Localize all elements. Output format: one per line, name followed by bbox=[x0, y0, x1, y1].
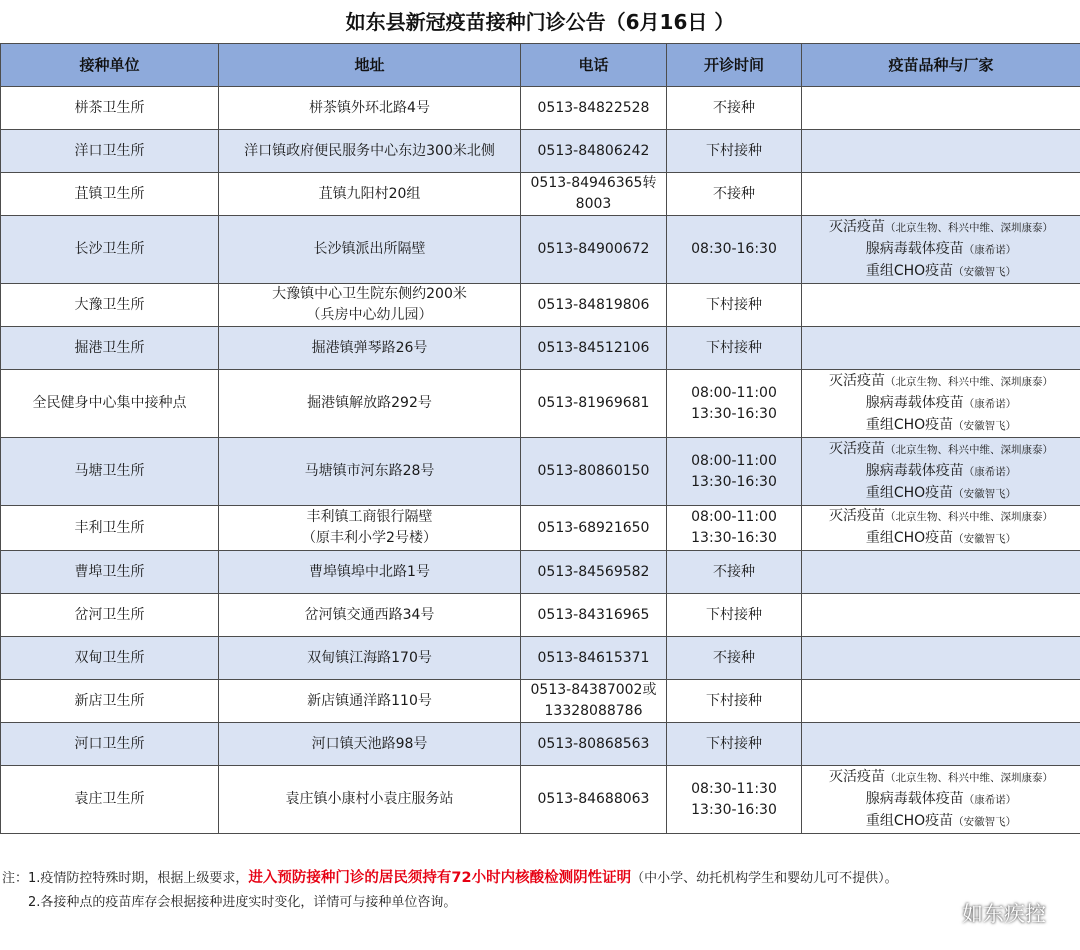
address-cell bbox=[219, 680, 521, 723]
phone-cell bbox=[521, 216, 667, 284]
phone-cell bbox=[521, 637, 667, 680]
note-1-highlight: 进入预防接种门诊的居民须持有72小时内核酸检测阴性证明 bbox=[248, 870, 632, 886]
vaccine-maker: （安徽智飞） bbox=[953, 533, 1017, 545]
hours-cell bbox=[667, 173, 802, 216]
hours-cell-line: 不接种 bbox=[713, 649, 755, 666]
vaccine-entry bbox=[804, 439, 1078, 461]
note-line-2: 2.各接种点的疫苗库存会根据接种进度实时变化，详情可与接种单位咨询。 bbox=[28, 895, 457, 910]
hours-cell-line: 08:00-11:00 bbox=[691, 384, 777, 401]
hours-cell-line: 不接种 bbox=[713, 99, 755, 116]
table-row bbox=[1, 130, 1080, 173]
hours-cell-line: 下村接种 bbox=[706, 606, 762, 623]
table-row bbox=[1, 551, 1080, 594]
address-cell bbox=[219, 327, 521, 370]
phone-cell-line: 0513-84512106 bbox=[537, 339, 650, 356]
address-cell-line: 大豫镇中心卫生院东侧约200米 bbox=[272, 286, 467, 302]
vaccine-maker: （北京生物、科兴中维、深圳康泰） bbox=[885, 771, 1053, 784]
vaccine-maker: （安徽智飞） bbox=[953, 487, 1017, 500]
address-cell bbox=[219, 723, 521, 766]
hours-cell-line: 13:30-16:30 bbox=[691, 405, 777, 422]
table-body bbox=[1, 87, 1080, 834]
table-row bbox=[1, 87, 1080, 130]
phone-cell bbox=[521, 594, 667, 637]
table-row bbox=[1, 766, 1080, 834]
address-cell bbox=[219, 370, 521, 438]
vaccine-entry bbox=[804, 415, 1078, 437]
hours-cell-line: 下村接种 bbox=[706, 142, 762, 159]
phone-cell-line: 0513-84569582 bbox=[537, 563, 650, 580]
unit-cell: 马塘卫生所 bbox=[1, 438, 219, 506]
table-row bbox=[1, 327, 1080, 370]
note-1-prefix: 注：1.疫情防控特殊时期，根据上级要求， bbox=[2, 871, 249, 886]
phone-cell-line: 0513-84806242 bbox=[537, 142, 650, 159]
vaccines-cell bbox=[802, 766, 1080, 834]
vaccine-maker: （康希诺） bbox=[963, 465, 1017, 478]
vaccine-name: 重组CHO疫苗 bbox=[865, 416, 954, 433]
phone-cell-line: 0513-84822528 bbox=[537, 99, 650, 116]
vaccine-entry bbox=[804, 767, 1078, 789]
vaccines-cell bbox=[802, 284, 1080, 327]
hours-cell bbox=[667, 551, 802, 594]
vaccine-entry bbox=[804, 506, 1078, 528]
hours-cell-line: 下村接种 bbox=[706, 296, 762, 313]
phone-cell bbox=[521, 680, 667, 723]
phone-cell bbox=[521, 284, 667, 327]
unit-cell: 河口卫生所 bbox=[1, 723, 219, 766]
note-1-suffix: （中小学、幼托机构学生和婴幼儿可不提供）。 bbox=[631, 871, 898, 886]
unit-cell: 岔河卫生所 bbox=[1, 594, 219, 637]
unit-cell: 苴镇卫生所 bbox=[1, 173, 219, 216]
address-cell bbox=[219, 284, 521, 327]
address-cell-line: 马塘镇市河东路28号 bbox=[304, 463, 435, 479]
phone-cell-line: 8003 bbox=[575, 196, 612, 212]
wechat-icon bbox=[924, 900, 954, 926]
unit-cell: 大豫卫生所 bbox=[1, 284, 219, 327]
hours-cell-line: 下村接种 bbox=[706, 735, 762, 752]
vaccines-cell bbox=[802, 723, 1080, 766]
vaccines-cell bbox=[802, 551, 1080, 594]
address-cell bbox=[219, 506, 521, 551]
vaccines-cell bbox=[802, 173, 1080, 216]
watermark bbox=[924, 898, 1046, 928]
vaccine-maker: （康希诺） bbox=[963, 243, 1017, 256]
page-title: 如东县新冠疫苗接种门诊公告（6月16日 ） bbox=[345, 10, 735, 34]
unit-cell: 洋口卫生所 bbox=[1, 130, 219, 173]
vaccine-maker: （安徽智飞） bbox=[953, 815, 1017, 828]
address-cell-line: 新店镇通洋路110号 bbox=[307, 692, 432, 709]
vaccine-name: 重组CHO疫苗 bbox=[865, 484, 954, 501]
vaccines-cell bbox=[802, 130, 1080, 173]
hours-cell bbox=[667, 438, 802, 506]
vaccine-entry bbox=[804, 261, 1078, 283]
phone-cell bbox=[521, 327, 667, 370]
phone-cell-line: 0513-84316965 bbox=[537, 606, 650, 623]
vaccine-name: 灭活疫苗 bbox=[829, 768, 885, 785]
hours-cell-line: 13:30-16:30 bbox=[691, 473, 777, 490]
vaccine-name: 灭活疫苗 bbox=[829, 372, 885, 389]
vaccine-maker: （北京生物、科兴中维、深圳康泰） bbox=[885, 375, 1053, 388]
vaccine-name: 腺病毒载体疫苗 bbox=[865, 394, 964, 411]
phone-cell bbox=[521, 173, 667, 216]
vaccines-cell bbox=[802, 680, 1080, 723]
unit-cell: 栟茶卫生所 bbox=[1, 87, 219, 130]
phone-cell-line: 0513-81969681 bbox=[537, 395, 650, 411]
vaccine-name: 腺病毒载体疫苗 bbox=[865, 462, 964, 479]
vaccine-maker: （北京生物、科兴中维、深圳康泰） bbox=[885, 511, 1053, 523]
table-row bbox=[1, 637, 1080, 680]
address-cell-line: 双甸镇江海路170号 bbox=[307, 649, 432, 666]
unit-cell: 袁庄卫生所 bbox=[1, 766, 219, 834]
phone-cell-line: 0513-84946365转 bbox=[530, 175, 657, 191]
address-cell-line: 岔河镇交通西路34号 bbox=[304, 606, 435, 623]
vaccines-cell bbox=[802, 87, 1080, 130]
table-row bbox=[1, 370, 1080, 438]
address-cell-line: 丰利镇工商银行隔壁 bbox=[306, 509, 433, 525]
address-cell-line: 长沙镇派出所隔壁 bbox=[313, 241, 426, 257]
vaccines-cell bbox=[802, 370, 1080, 438]
hours-cell bbox=[667, 284, 802, 327]
address-cell bbox=[219, 438, 521, 506]
vaccine-name: 重组CHO疫苗 bbox=[865, 262, 954, 279]
address-cell-line: 洋口镇政府便民服务中心东边300米北侧 bbox=[244, 142, 495, 159]
hours-cell-line: 下村接种 bbox=[706, 339, 762, 356]
vaccine-maker: （康希诺） bbox=[963, 793, 1017, 806]
hours-cell bbox=[667, 506, 802, 551]
hours-cell-line: 13:30-16:30 bbox=[691, 530, 777, 546]
phone-cell-line: 0513-84387002或 bbox=[530, 682, 657, 698]
header-phone: 电话 bbox=[521, 44, 667, 87]
hours-cell bbox=[667, 766, 802, 834]
vaccine-maker: （安徽智飞） bbox=[953, 419, 1017, 432]
hours-cell-line: 08:00-11:00 bbox=[691, 452, 777, 469]
phone-cell-line: 0513-84819806 bbox=[537, 296, 650, 313]
unit-cell: 全民健身中心集中接种点 bbox=[1, 370, 219, 438]
table-row bbox=[1, 506, 1080, 551]
unit-cell: 丰利卫生所 bbox=[1, 506, 219, 551]
header-address: 地址 bbox=[219, 44, 521, 87]
address-cell bbox=[219, 551, 521, 594]
header-vaccines: 疫苗品种与厂家 bbox=[802, 44, 1080, 87]
table-row bbox=[1, 216, 1080, 284]
address-cell-line: 掘港镇解放路292号 bbox=[307, 395, 432, 411]
address-cell bbox=[219, 173, 521, 216]
address-cell-line: 袁庄镇小康村小袁庄服务站 bbox=[285, 791, 454, 807]
phone-cell bbox=[521, 551, 667, 594]
hours-cell-line: 08:00-11:00 bbox=[691, 509, 777, 525]
phone-cell bbox=[521, 766, 667, 834]
vaccine-entry bbox=[804, 811, 1078, 833]
phone-cell bbox=[521, 130, 667, 173]
table-row bbox=[1, 173, 1080, 216]
address-cell-line: 河口镇天池路98号 bbox=[311, 735, 428, 752]
phone-cell-line: 0513-80860150 bbox=[537, 463, 650, 479]
hours-cell-line: 不接种 bbox=[713, 185, 755, 202]
hours-cell bbox=[667, 130, 802, 173]
hours-cell-line: 08:30-11:30 bbox=[691, 780, 777, 797]
hours-cell bbox=[667, 327, 802, 370]
phone-cell bbox=[521, 723, 667, 766]
phone-cell bbox=[521, 87, 667, 130]
address-cell-line: 曹埠镇埠中北路1号 bbox=[309, 563, 430, 580]
hours-cell bbox=[667, 723, 802, 766]
vaccines-cell bbox=[802, 637, 1080, 680]
note-line-1 bbox=[2, 866, 1078, 891]
address-cell bbox=[219, 766, 521, 834]
address-cell bbox=[219, 87, 521, 130]
phone-cell-line: 0513-84688063 bbox=[537, 791, 650, 807]
vaccine-entry bbox=[804, 239, 1078, 261]
phone-cell-line: 0513-84900672 bbox=[537, 241, 650, 257]
address-cell-line: （原丰利小学2号楼） bbox=[302, 530, 437, 546]
vaccine-entry bbox=[804, 461, 1078, 483]
phone-cell-line: 0513-68921650 bbox=[537, 519, 650, 536]
vaccine-entry bbox=[804, 217, 1078, 239]
vaccine-maker: （康希诺） bbox=[963, 397, 1017, 410]
vaccine-name: 灭活疫苗 bbox=[829, 440, 885, 457]
vaccine-entry bbox=[804, 528, 1078, 550]
table-row bbox=[1, 438, 1080, 506]
hours-cell-line: 下村接种 bbox=[706, 692, 762, 709]
hours-cell bbox=[667, 594, 802, 637]
unit-cell: 曹埠卫生所 bbox=[1, 551, 219, 594]
unit-cell: 新店卫生所 bbox=[1, 680, 219, 723]
header-hours: 开诊时间 bbox=[667, 44, 802, 87]
hours-cell-line: 不接种 bbox=[713, 563, 755, 580]
address-cell bbox=[219, 130, 521, 173]
vaccine-entry bbox=[804, 483, 1078, 505]
watermark-text: 如东疾控 bbox=[962, 902, 1046, 926]
table-row bbox=[1, 723, 1080, 766]
table-row bbox=[1, 680, 1080, 723]
unit-cell: 掘港卫生所 bbox=[1, 327, 219, 370]
vaccine-name: 重组CHO疫苗 bbox=[865, 812, 954, 829]
hours-cell bbox=[667, 216, 802, 284]
phone-cell bbox=[521, 506, 667, 551]
vaccine-name: 灭活疫苗 bbox=[829, 508, 885, 524]
hours-cell-line: 13:30-16:30 bbox=[691, 801, 777, 818]
address-cell-line: 掘港镇弹琴路26号 bbox=[311, 339, 428, 356]
vaccines-cell bbox=[802, 594, 1080, 637]
address-cell bbox=[219, 594, 521, 637]
vaccine-maker: （北京生物、科兴中维、深圳康泰） bbox=[885, 221, 1053, 234]
phone-cell bbox=[521, 438, 667, 506]
vaccines-cell bbox=[802, 327, 1080, 370]
vaccines-cell bbox=[802, 216, 1080, 284]
header-unit: 接种单位 bbox=[1, 44, 219, 87]
hours-cell bbox=[667, 87, 802, 130]
address-cell bbox=[219, 637, 521, 680]
vaccine-name: 灭活疫苗 bbox=[829, 218, 885, 235]
hours-cell bbox=[667, 370, 802, 438]
table-row bbox=[1, 284, 1080, 327]
phone-cell-line: 0513-84615371 bbox=[537, 649, 650, 666]
vaccination-schedule-table bbox=[0, 43, 1080, 834]
address-cell bbox=[219, 216, 521, 284]
notes bbox=[2, 866, 1078, 915]
hours-cell bbox=[667, 680, 802, 723]
vaccine-name: 重组CHO疫苗 bbox=[865, 530, 954, 546]
vaccine-entry bbox=[804, 789, 1078, 811]
unit-cell: 双甸卫生所 bbox=[1, 637, 219, 680]
vaccines-cell bbox=[802, 438, 1080, 506]
table-header-row bbox=[1, 44, 1080, 87]
hours-cell bbox=[667, 637, 802, 680]
hours-cell-line: 08:30-16:30 bbox=[691, 241, 777, 257]
address-cell-line: 苴镇九阳村20组 bbox=[318, 185, 421, 202]
vaccines-cell bbox=[802, 506, 1080, 551]
phone-cell bbox=[521, 370, 667, 438]
vaccine-name: 腺病毒载体疫苗 bbox=[865, 790, 964, 807]
vaccine-name: 腺病毒载体疫苗 bbox=[865, 240, 964, 257]
vaccine-maker: （北京生物、科兴中维、深圳康泰） bbox=[885, 443, 1053, 456]
vaccine-maker: （安徽智飞） bbox=[953, 265, 1017, 278]
unit-cell: 长沙卫生所 bbox=[1, 216, 219, 284]
table-row bbox=[1, 594, 1080, 637]
phone-cell-line: 13328088786 bbox=[544, 703, 643, 719]
vaccine-entry bbox=[804, 371, 1078, 393]
address-cell-line: 栟茶镇外环北路4号 bbox=[309, 99, 430, 116]
phone-cell-line: 0513-80868563 bbox=[537, 735, 650, 752]
address-cell-line: （兵房中心幼儿园） bbox=[306, 307, 433, 323]
vaccine-entry bbox=[804, 393, 1078, 415]
